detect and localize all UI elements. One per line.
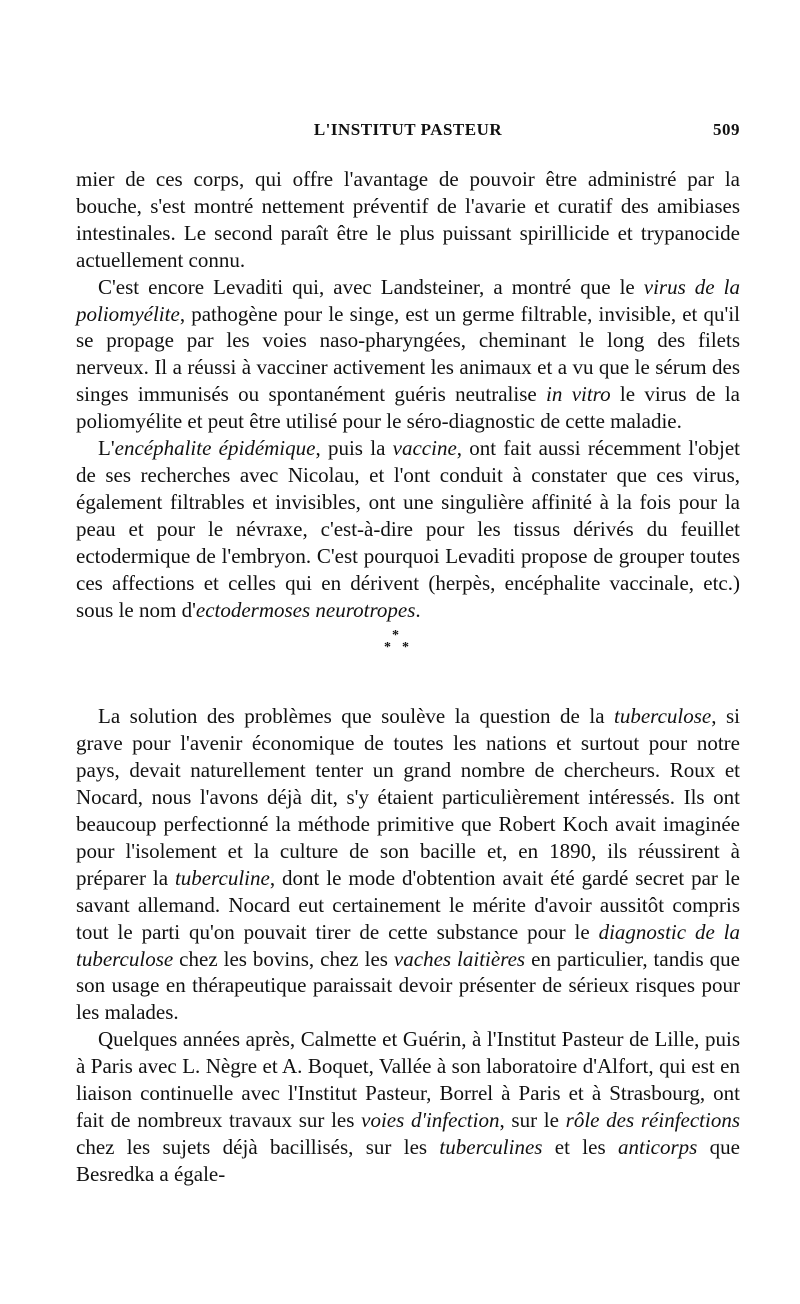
italic-run: tuberculose [614, 704, 712, 729]
text-run: , sur le [499, 1108, 566, 1132]
text-run: La solution des problèmes que soulève la question de la [98, 704, 615, 729]
italic-run: diagnostic de la tuberculose [76, 919, 740, 971]
italic-run: voies d'infection [361, 1108, 500, 1132]
text-run: en particulier, tandis que son usage en thérapeutique paraissait devoir présenter de sérieux risques pour les malades. [76, 946, 741, 1025]
text-run: , puis la [315, 436, 393, 461]
page-number: 509 [713, 120, 740, 139]
book-page [76, 120, 740, 1188]
asterisk-icon: * [392, 628, 399, 644]
italic-run: encéphalite épidémique [114, 436, 316, 461]
italic-run: vaches laitières [393, 946, 526, 971]
text-run: , dont le mode d'obtention avait été gardé secret par le savant allemand. Nocard eut certainement le mérite d'avoir aussitôt compris tout le parti qu'on pouvait tirer de cette substance pour le [76, 865, 740, 944]
text-run: que Besredka a égale- [76, 1134, 740, 1186]
paragraph-1 [76, 166, 740, 274]
section-break-asterism [76, 623, 740, 685]
body-text [76, 166, 740, 1188]
paragraph-3 [76, 435, 740, 623]
italic-run: ectodermoses neurotropes [195, 597, 416, 622]
italic-run: rôle des réinfections [565, 1108, 741, 1132]
paragraph-4 [76, 703, 740, 1026]
text-run: , si grave pour l'avenir économique de toutes les nations et surtout pour notre pays, devait naturellement tenter un grand nombre de chercheurs. Roux et Nocard, nous l'avons déjà dit, s'y étaient particulièrement intéressés. Ils ont beaucoup perfectionné la méthode primitive que Robert Koch avait imaginée pour l'isolement et la culture de son bacille et, en 1890, ils réussirent à préparer la [76, 704, 740, 890]
paragraph-5 [76, 1026, 740, 1187]
text-run: chez les bovins, chez les [173, 946, 394, 971]
italic-run: anticorps [617, 1134, 698, 1159]
italic-run: vaccine [392, 436, 457, 461]
text-run: L' [98, 436, 115, 461]
text-run: , ont fait aussi récemment l'objet de ses recherches avec Nicolau, et l'ont conduit à constater que ces virus, également filtrables et invisibles, ont une singulière affinité à la fois pour la peau et pour le névraxe, c'est-à-dire pour les tissus dérivés du feuillet ectodermique de l'embryon. C'est pourquoi Levaditi propose de grouper toutes ces affections et celles qui en dérivent (herpès, encéphalite vaccinale, etc.) sous le nom d' [76, 436, 740, 622]
running-head [76, 120, 740, 144]
asterisk-icon: * [402, 640, 409, 656]
text-run: Quelques années après, Calmette et Guérin, à l'Institut Pasteur de Lille, puis à Paris avec L. Nègre et A. Boquet, Vallée à son laboratoire d'Alfort, qui est en liaison continuelle avec l'Institut Pasteur, Borrel à Paris et à Strasbourg, ont fait de nombreux travaux sur les [76, 1027, 740, 1132]
italic-run: tuberculine [174, 865, 270, 890]
paragraph-2 [76, 274, 740, 435]
running-title: L'INSTITUT PASTEUR [313, 120, 503, 139]
asterisk-icon: * [384, 640, 391, 656]
italic-run: tuberculines [439, 1134, 543, 1159]
italic-run: in vitro [546, 382, 611, 407]
text-run: et les [542, 1134, 618, 1159]
text-run: le virus de la poliomyélite et peut être utilisé pour le séro-diagnostic de cette maladie. [76, 382, 740, 434]
text-run: . [415, 597, 421, 622]
text-run: chez les sujets déjà bacillisés, sur les [76, 1134, 440, 1159]
text-run: , pathogène pour le singe, est un germe filtrable, invisible, et qu'il se propage par les voies naso-pharyngées, cheminant le long des filets nerveux. Il a réussi à vacciner activement les animaux et a vu que le sérum des singes immunisés ou spontanément guéris neutralise [76, 301, 740, 407]
text-run: C'est encore Levaditi qui, avec Landsteiner, a montré que le [98, 274, 644, 299]
italic-run: virus de la poliomyélite [76, 274, 740, 326]
paragraph-1-text: mier de ces corps, qui offre l'avantage de pouvoir être administré par la bouche, s'est montré nettement préventif de l'avarie et curatif des amibiases intestinales. Le second paraît être le plus puissant spirillicide et trypanocide actuellement connu. [76, 167, 740, 272]
